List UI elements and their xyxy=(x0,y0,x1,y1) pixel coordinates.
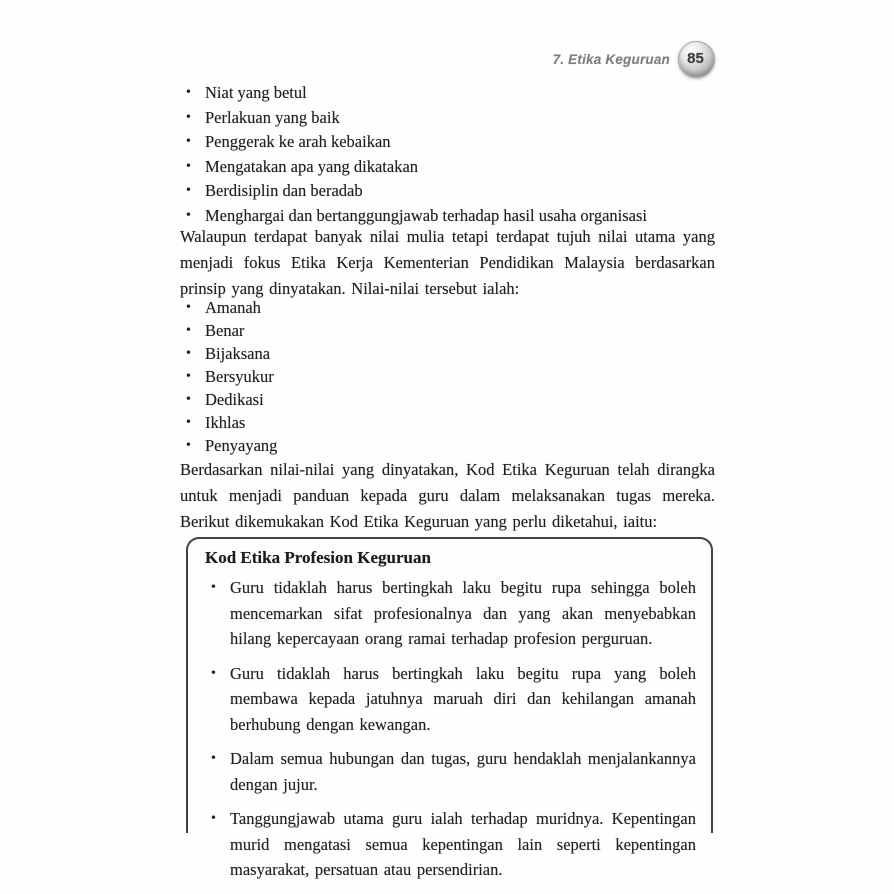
kod-etika-list xyxy=(205,575,696,883)
values-intro-paragraph: Walaupun terdapat banyak nilai mulia tetapi terdapat tujuh nilai utama yang menjadi fokus Etika Kerja Kementerian Pendidikan Malaysia berdasarkan prinsip yang dinyatakan. Nilai-nilai tersebut ialah: xyxy=(180,227,715,298)
list-item: • Perlakuan yang baik xyxy=(180,106,715,131)
kod-etika-box xyxy=(186,537,713,879)
list-item: • Penyayang xyxy=(180,434,715,457)
list-item: • Amanah xyxy=(180,296,715,319)
list-item: • Dedikasi xyxy=(180,388,715,411)
list-item: • Bersyukur xyxy=(180,365,715,388)
list-item: • Ikhlas xyxy=(180,411,715,434)
kod-etika-box-title: Kod Etika Profesion Keguruan xyxy=(205,548,431,567)
list-item: • Berdisiplin dan beradab xyxy=(180,179,715,204)
list-item: • Mengatakan apa yang dikatakan xyxy=(180,155,715,180)
list-item: • Niat yang betul xyxy=(180,81,715,106)
chapter-label: 7. Etika Keguruan xyxy=(552,51,670,67)
list-item: • Bijaksana xyxy=(180,342,715,365)
values-bullet-list xyxy=(180,296,715,457)
list-item: • Guru tidaklah harus bertingkah laku begitu rupa sehingga boleh mencemarkan sifat profesionalnya dan yang akan menyebabkan hilang kepercayaan orang ramai terhadap profesion perguruan. xyxy=(205,575,696,652)
intro-bullet-list xyxy=(180,81,715,228)
page-number: 85 xyxy=(687,49,704,67)
page-body xyxy=(180,0,715,894)
list-item: • Benar xyxy=(180,319,715,342)
list-item: • Dalam semua hubungan dan tugas, guru hendaklah menjalankannya dengan jujur. xyxy=(205,746,696,797)
list-item: • Tanggungjawab utama guru ialah terhadap muridnya. Kepentingan murid mengatasi semua kepentingan lain seperti kepentingan masyarakat, persatuan atau persendirian. xyxy=(205,806,696,883)
list-item: • Guru tidaklah harus bertingkah laku begitu rupa yang boleh membawa kepada jatuhnya maruah diri dan kehilangan amanah berhubung dengan kewangan. xyxy=(205,661,696,738)
kod-intro-paragraph: Berdasarkan nilai-nilai yang dinyatakan, Kod Etika Keguruan telah dirangka untuk menjadi panduan kepada guru dalam melaksanakan tugas mereka. Berikut dikemukakan Kod Etika Keguruan yang perlu diketahui, iaitu: xyxy=(180,460,715,531)
list-item: • Penggerak ke arah kebaikan xyxy=(180,130,715,155)
list-item: • Menghargai dan bertanggungjawab terhadap hasil usaha organisasi xyxy=(180,204,715,229)
